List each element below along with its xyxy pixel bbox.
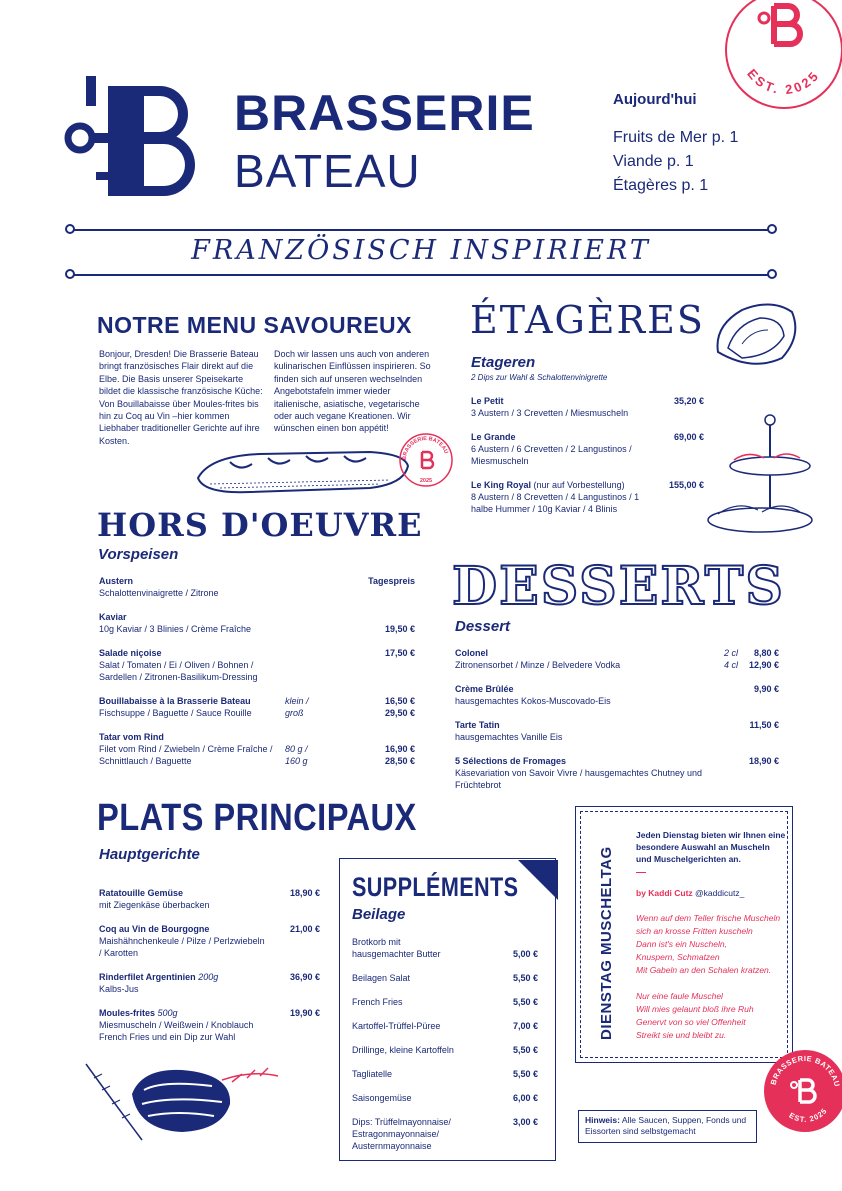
item-name: Tarte Tatin <box>455 720 500 730</box>
supplements-subtitle: Beilage <box>352 906 406 923</box>
supplement-name: Kartoffel-Trüffel-Püree <box>352 1021 441 1031</box>
item-desc: Filet vom Rind / Zwiebeln / Crème Fraîche / Schnittlauch / Baguette <box>99 744 273 766</box>
item-price: 17,50 € <box>384 648 415 658</box>
item-desc: 3 Austern / 3 Crevetten / Miesmuscheln <box>471 408 629 418</box>
supplement-name: Beilagen Salat <box>352 973 411 983</box>
today-item[interactable]: Fruits de Mer p. 1 <box>613 129 739 146</box>
svg-text:BRASSERIE BATEAU: BRASSERIE BATEAU <box>768 1053 842 1088</box>
item-name: Rinderfilet Argentinien <box>99 972 196 982</box>
item-desc: 6 Austern / 6 Crevetten / 2 Langustinos / Miesmuscheln <box>471 444 632 466</box>
author-handle[interactable]: @kaddicutz_ <box>695 888 745 898</box>
menu-item[interactable] <box>99 575 319 599</box>
svg-text:EST. 2025: EST. 2025 <box>787 1106 830 1125</box>
menu-item[interactable] <box>99 971 279 995</box>
stamp-text: EST. 2025 <box>744 66 823 98</box>
baguette-illustration <box>190 444 420 500</box>
supplement-price: 5,50 € <box>512 1045 538 1055</box>
est-stamp-icon <box>722 0 842 112</box>
item-price: 16,90 € <box>384 744 415 754</box>
item-name: Le King Royal <box>471 480 532 490</box>
supplement-price: 6,00 € <box>512 1093 538 1103</box>
item-desc: 10g Kaviar / 3 Blinies / Crème Fraîche <box>99 624 252 634</box>
item-price: 28,50 € <box>384 756 415 766</box>
divider-dot <box>767 224 777 234</box>
hors-subtitle: Vorspeisen <box>98 546 179 563</box>
desserts-subtitle: Dessert <box>455 618 511 635</box>
brasserie-stamp-icon <box>762 1048 842 1134</box>
hinweis-note <box>578 1110 757 1143</box>
hinweis-text: Alle Saucen, Suppen, Fonds und Eissorten sind selbstgemacht <box>585 1115 747 1136</box>
item-price: 19,50 € <box>384 624 415 634</box>
menu-item[interactable] <box>99 695 279 719</box>
item-price: Tagespreis <box>368 576 415 586</box>
item-name: Moules-frites <box>99 1008 156 1018</box>
item-name: Crème Brûlée <box>455 684 514 694</box>
author-label: by Kaddi Cutz <box>636 888 693 898</box>
supplement-price: 3,00 € <box>512 1117 538 1127</box>
ribbon-label: L'AMOUR <box>515 870 540 894</box>
tuesday-dash <box>636 872 646 873</box>
item-price: 11,50 € <box>749 720 779 730</box>
today-title: Aujourd'hui <box>613 91 697 108</box>
supplement-name: Saisongemüse <box>352 1093 412 1103</box>
item-name: Colonel <box>455 648 488 658</box>
supplement-row[interactable] <box>352 996 538 1008</box>
section-title-savoureux: NOTRE MENU SAVOUREUX <box>97 312 412 338</box>
item-desc: Käsevariation von Savoir Vivre / hausgemachtes Chutney und Früchtebrot <box>455 768 702 790</box>
supplement-row[interactable] <box>352 1116 538 1152</box>
supplement-name: Brotkorb mit hausgemachter Butter <box>352 937 441 959</box>
menu-item[interactable] <box>99 647 279 683</box>
divider-dot <box>65 224 75 234</box>
item-desc: Salat / Tomaten / Ei / Oliven / Bohnen / Sardellen / Zitronen-Basilikum-Dressing <box>99 660 258 682</box>
menu-item[interactable] <box>455 683 685 707</box>
tuesday-author <box>636 887 744 899</box>
item-price: 8,80 € <box>753 648 779 658</box>
section-title-etageres: ÉTAGÈRES <box>470 298 705 342</box>
item-size: 2 cl <box>723 648 738 658</box>
top-divider <box>74 229 772 231</box>
item-desc: hausgemachtes Vanille Eis <box>455 732 563 742</box>
item-name: 5 Sélections de Fromages <box>455 756 567 766</box>
today-item[interactable]: Viande p. 1 <box>613 153 694 170</box>
divider-dot <box>65 269 75 279</box>
item-desc: Fischsuppe / Baguette / Sauce Rouille <box>99 708 252 718</box>
supplement-name: Drillinge, kleine Kartoffeln <box>352 1045 454 1055</box>
supplement-row[interactable] <box>352 1092 538 1104</box>
item-name: Tatar vom Rind <box>99 732 164 742</box>
item-price: 18,90 € <box>289 888 320 898</box>
seafood-tower-illustration <box>704 410 816 536</box>
section-title-desserts: DESSERTS <box>452 556 785 617</box>
item-size: groß <box>285 708 304 718</box>
supplement-row[interactable] <box>352 1020 538 1032</box>
menu-item[interactable] <box>455 755 705 791</box>
etageres-subtitle: Etageren <box>471 354 536 371</box>
menu-item[interactable] <box>99 731 277 767</box>
supplement-name: Dips: Trüffelmayonnaise/ Estragonmayonnaise/ Austernmayonnaise <box>352 1117 451 1151</box>
item-desc: Zitronensorbet / Minze / Belvedere Vodka <box>455 660 621 670</box>
hinweis-label: Hinweis: <box>585 1115 620 1125</box>
item-name: Ratatouille Gemüse <box>99 888 184 898</box>
menu-item[interactable] <box>455 647 685 671</box>
plats-subtitle: Hauptgerichte <box>99 846 200 863</box>
item-price: 36,90 € <box>289 972 320 982</box>
item-price: 155,00 € <box>668 480 704 490</box>
item-name: Bouillabaisse à la Brasserie Bateau <box>99 696 251 706</box>
item-size: 80 g / <box>285 744 308 754</box>
brand-logo-icon <box>64 76 206 200</box>
menu-item[interactable] <box>99 1007 275 1043</box>
poem-stanza-1: Wenn auf dem Teller frische Muscheln sich an krosse Fritten kuscheln Dann ist's ein Nuscheln, Knuspern, Schmatzen Mit Gabeln an den Schalen kratzen. <box>636 913 781 975</box>
item-size: 4 cl <box>723 660 738 670</box>
item-price: 19,90 € <box>289 1008 320 1018</box>
item-price: 69,00 € <box>673 432 704 442</box>
supplement-name: French Fries <box>352 997 403 1007</box>
item-name: Le Grande <box>471 432 516 442</box>
item-desc: Schalottenvinaigrette / Zitrone <box>99 588 219 598</box>
today-item[interactable]: Étagères p. 1 <box>613 177 709 194</box>
item-name: Coq au Vin de Bourgogne <box>99 924 210 934</box>
item-name: Le Petit <box>471 396 504 406</box>
brasserie-badge-icon <box>398 432 454 488</box>
menu-item[interactable] <box>99 887 279 911</box>
item-price: 21,00 € <box>289 924 320 934</box>
section-title-supplements: SUPPLÉMENTS <box>352 872 519 902</box>
item-name-note: (nur auf Vorbestellung) <box>533 480 625 490</box>
item-price: 29,50 € <box>384 708 415 718</box>
supplement-price: 5,50 € <box>512 997 538 1007</box>
item-name: Kaviar <box>99 612 127 622</box>
supplement-price: 5,50 € <box>512 973 538 983</box>
item-size: 200g <box>198 972 219 982</box>
supplement-row[interactable] <box>352 1068 538 1080</box>
item-desc: 8 Austern / 8 Crevetten / 4 Langustinos / 1 halbe Hummer / 10g Kaviar / 4 Blinis <box>471 492 640 514</box>
brand-name-line2: BATEAU <box>234 145 421 197</box>
menu-item[interactable] <box>99 611 319 635</box>
brand-name-line1: BRASSERIE <box>234 85 535 141</box>
supplement-price: 7,00 € <box>512 1021 538 1031</box>
item-price: 16,50 € <box>384 696 415 706</box>
item-desc: Miesmuscheln / Weißwein / Knoblauch French Fries und ein Dip zur Wahl <box>99 1020 254 1042</box>
item-price: 9,90 € <box>753 684 779 694</box>
tuesday-vertical-title: DIENSTAG MUSCHELTAG <box>598 846 615 1040</box>
supplement-row[interactable] <box>352 936 538 960</box>
svg-text:BRASSERIE BATEAU: BRASSERIE BATEAU <box>401 435 449 461</box>
svg-text:EST. 2025 <box>744 66 823 97</box>
supplement-price: 5,00 € <box>512 949 538 959</box>
menu-item[interactable] <box>99 923 269 959</box>
steak-illustration <box>82 1060 282 1144</box>
section-title-hors: HORS D'OEUVRE <box>97 506 423 544</box>
svg-text:2025: 2025 <box>419 478 433 484</box>
item-price: 18,90 € <box>748 756 779 766</box>
etageres-note: 2 Dips zur Wahl & Schalottenvinigrette <box>471 373 608 382</box>
supplement-row[interactable] <box>352 1044 538 1056</box>
item-size: 500g <box>157 1008 178 1018</box>
bottom-divider <box>74 274 772 276</box>
supplement-price: 5,50 € <box>512 1069 538 1079</box>
supplement-row[interactable] <box>352 972 538 984</box>
today-list <box>613 126 738 198</box>
item-desc: Maishähnchenkeule / Pilze / Perlzwiebeln / Karotten <box>99 936 265 958</box>
item-price: 35,20 € <box>673 396 704 406</box>
divider-dot <box>767 269 777 279</box>
intro-text-col1: Bonjour, Dresden! Die Brasserie Bateau bringt französisches Flair direkt auf die Elbe. Die Basis unserer Speisekarte bildet die klassische französische Küche: Von Bouillabaisse über Moules-frites bis hin zu Coq au Vin –hier kommen Liebhaber traditioneller Gerichte auf ihre Kosten. <box>99 349 263 446</box>
item-name: Austern <box>99 576 134 586</box>
tuesday-intro: Jeden Dienstag bieten wir Ihnen eine besondere Auswahl an Muscheln und Muschelgerichten an. <box>636 830 786 864</box>
intro-text-col2: Doch wir lassen uns auch von anderen kulinarischen Einflüssen inspirieren. So finden sich auf unseren wechselnden Angebotstafeln immer wieder italienische, asiatische, vegetarische oder auch vegane Kreationen. Wir wünschen einen bon appétit! <box>274 349 431 434</box>
item-desc: Kalbs-Jus <box>99 984 139 994</box>
item-size: 160 g <box>285 756 308 766</box>
menu-item[interactable] <box>455 719 685 743</box>
section-title-plats: PLATS PRINCIPAUX <box>97 797 417 839</box>
item-desc: hausgemachtes Kokos-Muscovado-Eis <box>455 696 611 706</box>
item-desc: mit Ziegenkäse überbacken <box>99 900 210 910</box>
oyster-illustration <box>712 296 800 372</box>
subtitle: FRANZÖSISCH INSPIRIERT <box>191 235 651 266</box>
item-name: Salade niçoise <box>99 648 162 658</box>
poem-stanza-2: Nur eine faule Muschel Will mies gelaunt bloß ihre Ruh Genervt von so viel Offenheit Streikt sie und bleibt zu. <box>636 991 754 1040</box>
supplement-name: Tagliatelle <box>352 1069 393 1079</box>
item-size: klein / <box>285 696 309 706</box>
item-price: 12,90 € <box>748 660 779 670</box>
